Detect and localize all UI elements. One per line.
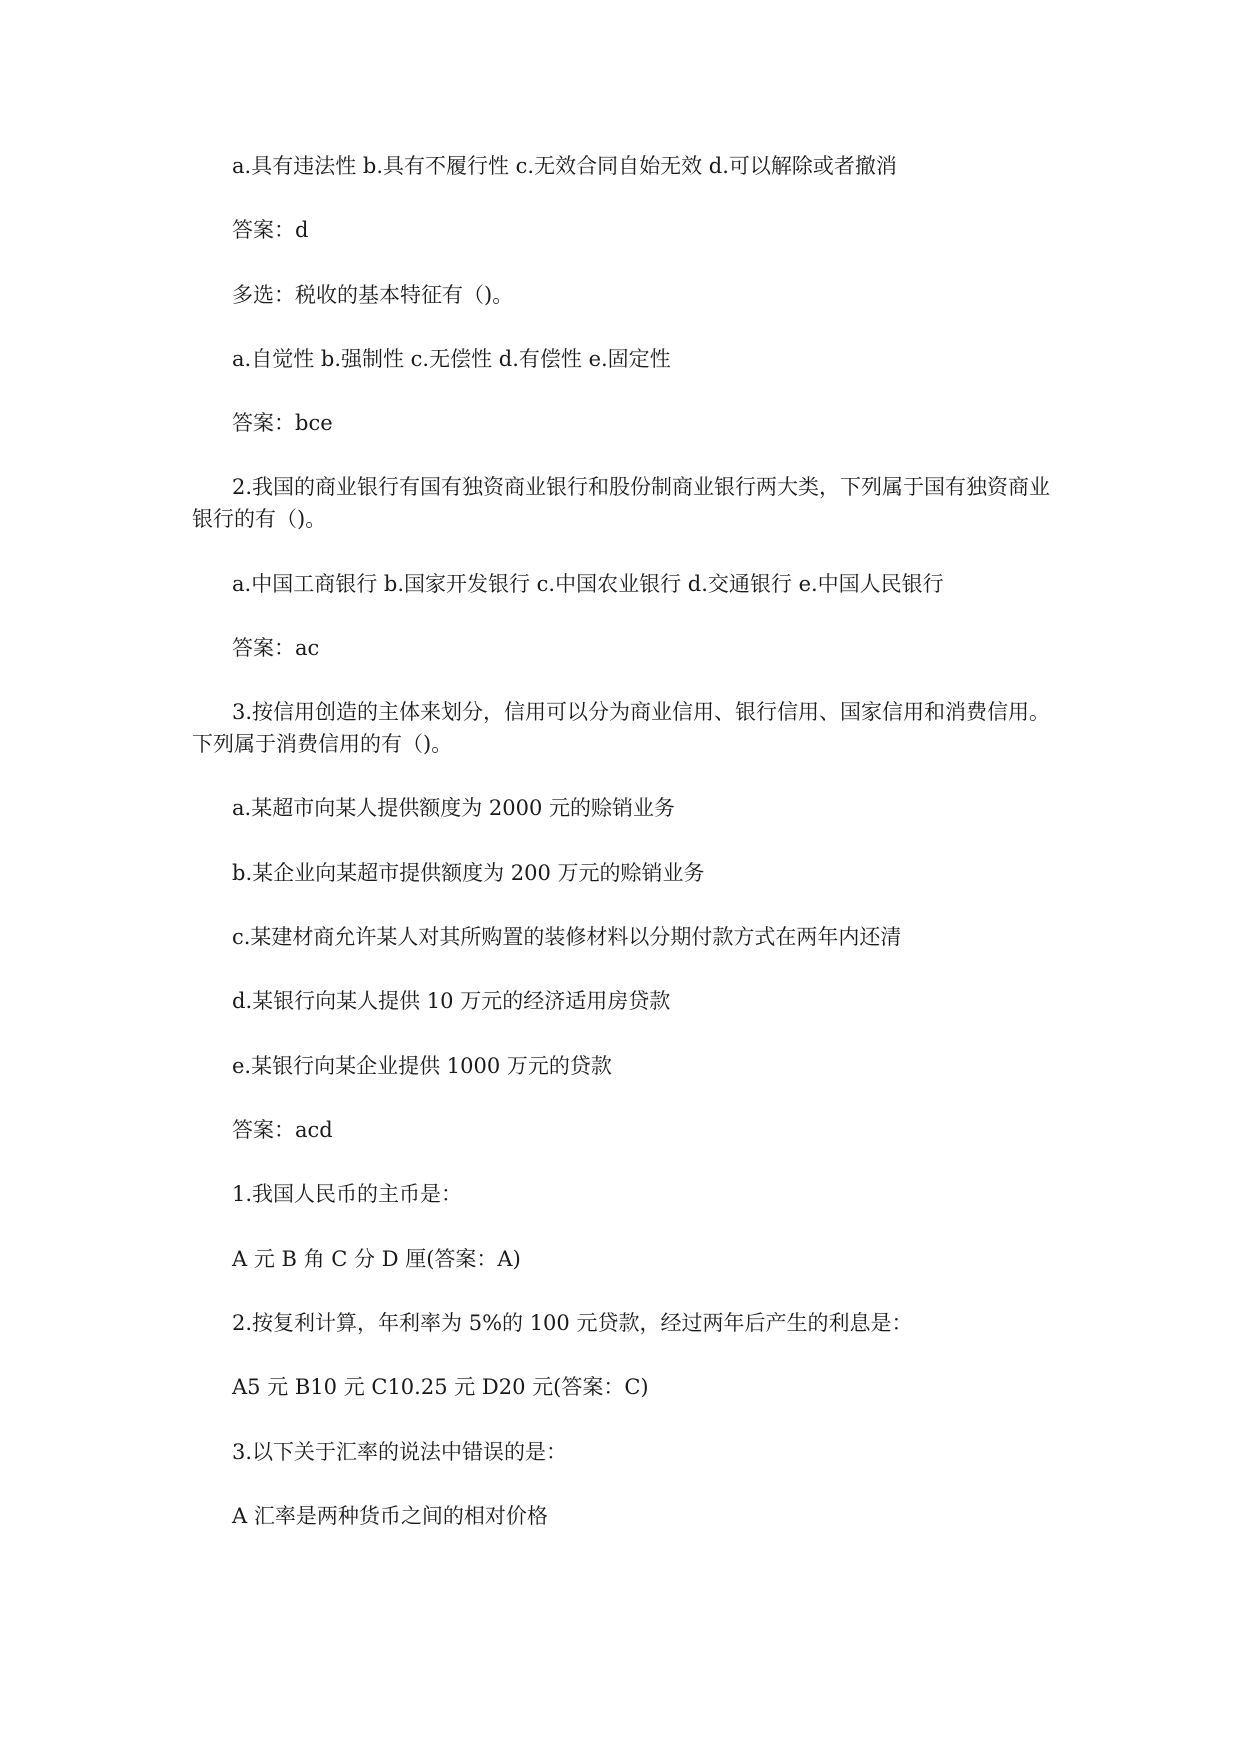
question-paragraph: 2.我国的商业银行有国有独资商业银行和股份制商业银行两大类，下列属于国有独资商业银行的有（)。: [192, 475, 1051, 531]
option-line: A5 元 B10 元 C10.25 元 D20 元(答案：C): [232, 1375, 649, 1399]
option-line: e.某银行向某企业提供 1000 万元的贷款: [232, 1054, 612, 1078]
option-line: d.某银行向某人提供 10 万元的经济适用房贷款: [232, 989, 671, 1013]
question-line: 3.以下关于汇率的说法中错误的是：: [232, 1440, 568, 1464]
option-line: c.某建材商允许某人对其所购置的装修材料以分期付款方式在两年内还清: [232, 925, 902, 949]
option-line: a.某超市向某人提供额度为 2000 元的赊销业务: [232, 796, 675, 820]
option-line: a.自觉性 b.强制性 c.无偿性 d.有偿性 e.固定性: [232, 347, 671, 371]
option-line: A 汇率是两种货币之间的相对价格: [232, 1504, 548, 1528]
question-line: 1.我国人民币的主币是：: [232, 1182, 463, 1206]
option-line: A 元 B 角 C 分 D 厘(答案：A): [232, 1247, 521, 1271]
answer-line: 答案：d: [232, 218, 309, 242]
answer-line: 答案：acd: [232, 1118, 333, 1142]
answer-line: 答案：ac: [232, 636, 320, 660]
question-line: 2.按复利计算，年利率为 5%的 100 元贷款，经过两年后产生的利息是：: [232, 1311, 913, 1335]
question-paragraph: 3.按信用创造的主体来划分，信用可以分为商业信用、银行信用、国家信用和消费信用。下列属于消费信用的有（)。: [192, 700, 1051, 756]
question-line: 多选：税收的基本特征有（)。: [232, 283, 514, 307]
option-line: a.中国工商银行 b.国家开发银行 c.中国农业银行 d.交通银行 e.中国人民银行: [232, 572, 944, 596]
answer-line: 答案：bce: [232, 411, 333, 435]
option-line: b.某企业向某超市提供额度为 200 万元的赊销业务: [232, 861, 705, 885]
option-line: a.具有违法性 b.具有不履行性 c.无效合同自始无效 d.可以解除或者撤消: [232, 154, 897, 178]
